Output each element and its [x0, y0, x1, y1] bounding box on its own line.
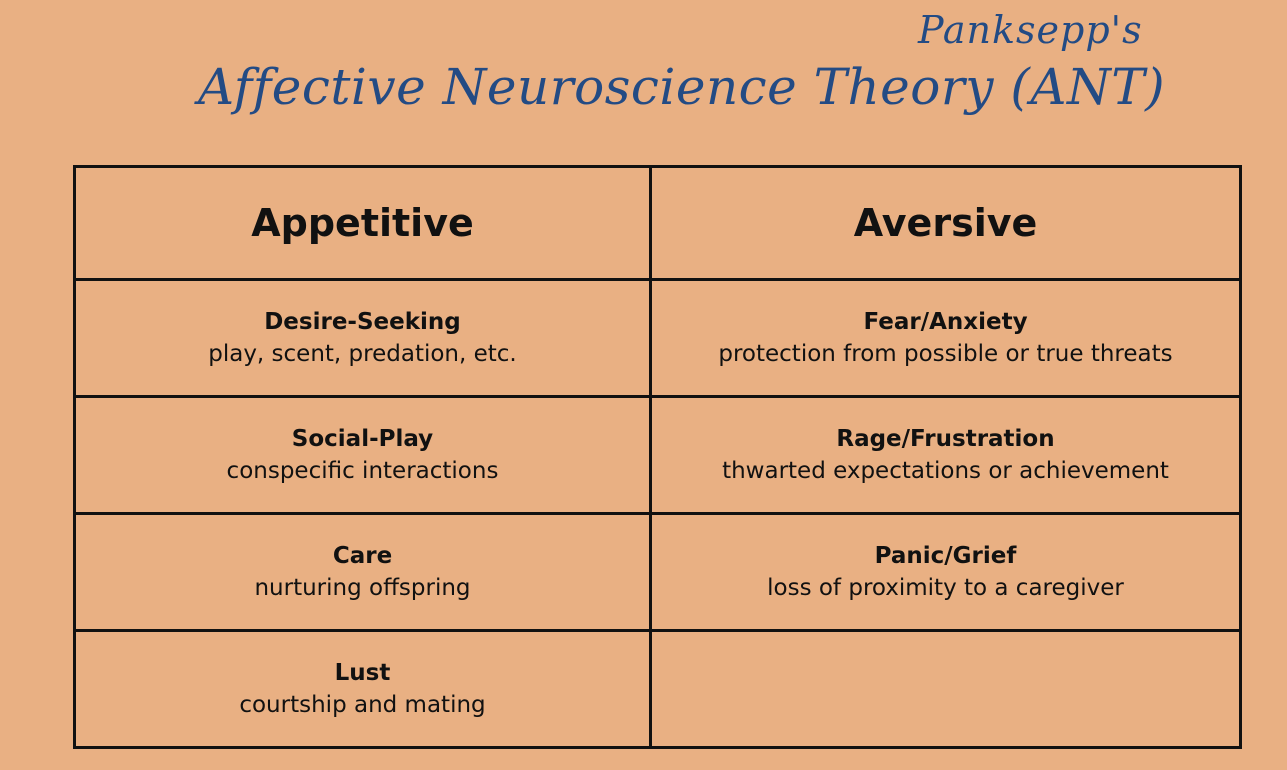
cell-name: Rage/Frustration [836, 426, 1055, 452]
table-cell [75, 397, 651, 514]
table-cell [75, 631, 651, 748]
cell-description: protection from possible or true threats [718, 341, 1173, 367]
table-header-row [75, 167, 1241, 280]
cell-name: Care [332, 543, 393, 569]
cell-description: conspecific interactions [226, 458, 499, 484]
page-title: Affective Neuroscience Theory (ANT) [198, 58, 1166, 116]
table-cell [75, 514, 651, 631]
cell-name: Panic/Grief [874, 543, 1017, 569]
cell-description: courtship and mating [239, 692, 486, 718]
title-superscript: Panksepp's [918, 8, 1143, 52]
header-aversive: Aversive [651, 167, 1241, 280]
table-cell [651, 280, 1241, 397]
table-cell [651, 397, 1241, 514]
cell-description: nurturing offspring [254, 575, 471, 601]
cell-name: Social-Play [291, 426, 434, 452]
table-row [75, 514, 1241, 631]
cell-description: loss of proximity to a caregiver [767, 575, 1124, 601]
cell-name: Desire-Seeking [264, 309, 461, 335]
emotion-systems-table [73, 165, 1242, 749]
table-row [75, 631, 1241, 748]
cell-name: Fear/Anxiety [863, 309, 1028, 335]
table-row [75, 397, 1241, 514]
table-row [75, 280, 1241, 397]
table-cell [75, 280, 651, 397]
title-block [0, 0, 1287, 160]
table-cell-empty [651, 631, 1241, 748]
cell-name: Lust [334, 660, 391, 686]
cell-description: thwarted expectations or achievement [722, 458, 1169, 484]
header-appetitive: Appetitive [75, 167, 651, 280]
table-cell [651, 514, 1241, 631]
cell-description: play, scent, predation, etc. [208, 341, 517, 367]
